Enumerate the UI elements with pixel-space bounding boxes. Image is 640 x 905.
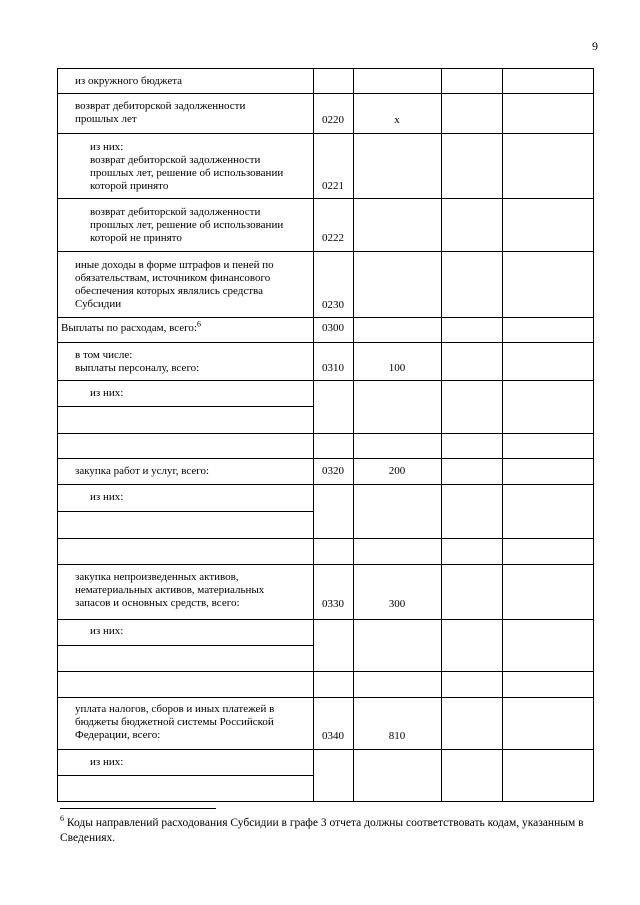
row-label: в том числе: выплаты персоналу, всего: [75,349,200,374]
row-code: 0320 [322,465,344,477]
row-label: из них: возврат дебиторской задолженности прошлых лет, решение об использовании которой принято [90,141,284,192]
row-label: Выплаты по расходам, всего:$^6$ [61,319,201,334]
row-label: иные доходы в форме штрафов и пеней по обязательствам, источником финансового обеспечения которых являлись средства Субсидии [75,259,274,310]
row-label: из них: [90,491,124,503]
row-kosgu-code: 200 [388,465,406,477]
row-label: закупка непроизведенных активов, нематериальных активов, материальных запасов и основных средств, всего: [75,571,265,609]
row-label: из них: [90,625,124,637]
row-code: 0220 [322,114,344,126]
page-number: 9 [592,39,598,53]
row-code: 0230 [322,299,344,311]
footnote-ref: 6 [196,319,201,329]
row-label: возврат дебиторской задолженности прошлых лет, решение об использовании которой не принято [90,206,284,244]
row-code: 0221 [322,180,344,192]
footnote [60,816,605,846]
row-label: уплата налогов, сборов и иных платежей в бюджеты бюджетной системы Российской Федерации, всего: [75,703,275,741]
row-code: 0310 [322,362,344,374]
row-kosgu-code: 100 [388,362,406,374]
row-code: 0300 [322,322,344,334]
footnote-text: Коды направлений расходования Субсидии в графе 3 отчета должны соответствовать кодам, указанным в Сведениях. [60,817,584,844]
footnote-mark: 6 [60,814,64,824]
row-code: 0340 [322,730,344,742]
row-label: из них: [90,756,124,768]
row-label: возврат дебиторской задолженности прошлых лет [75,100,246,125]
row-label: из них: [90,387,124,399]
row-label: из окружного бюджета [75,75,183,87]
row-kosgu-code: 810 [388,730,406,742]
row-kosgu-code: 300 [388,598,406,610]
row-code: 0222 [322,232,344,244]
row-code: 0330 [322,598,344,610]
footnote-divider [60,808,216,809]
row-label: закупка работ и услуг, всего: [75,465,210,477]
row-kosgu-code: x [394,114,400,126]
